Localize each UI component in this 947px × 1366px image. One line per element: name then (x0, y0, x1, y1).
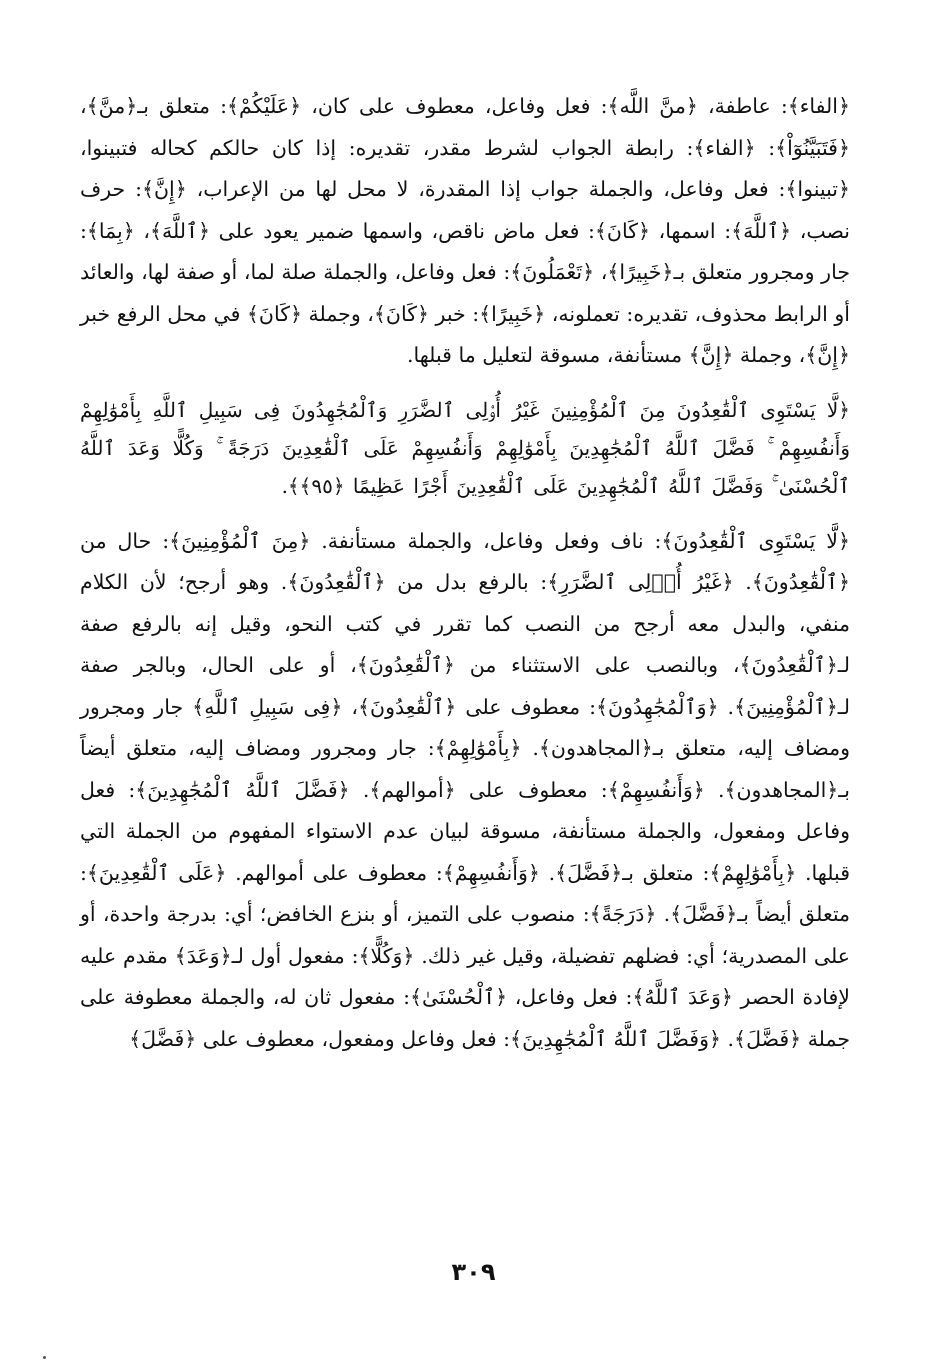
scan-speck (43, 1356, 46, 1359)
quran-verse: ﴿لَّا يَسْتَوِى ٱلْقَٰعِدُونَ مِنَ ٱلْمُؤْمِنِينَ غَيْرُ أُو۟لِى ٱلضَّرَرِ وَٱلْمُجَٰهِدُونَ فِى سَبِيلِ ٱللَّهِ بِأَمْوَٰلِهِمْ وَأَنفُسِهِمْ ۚ فَضَّلَ ٱللَّهُ ٱلْمُجَٰهِدِينَ بِأَمْوَٰلِهِمْ وَأَنفُسِهِمْ عَلَى ٱلْقَٰعِدِينَ دَرَجَةً ۚ وَكُلًّا وَعَدَ ٱللَّهُ ٱلْحُسْنَىٰ ۚ وَفَضَّلَ ٱللَّهُ ٱلْمُجَٰهِدِينَ عَلَى ٱلْقَٰعِدِينَ أَجْرًا عَظِيمًا ﴿٩٥﴾﴾. (80, 397, 850, 498)
paragraph-grammar-analysis-1: ﴿الفاء﴾: عاطفة، ﴿منَّ اللَّه﴾: فعل وفاعل، معطوف على كان، ﴿عَلَيْكُمْ﴾: متعلق بـ﴿منَّ﴾، ﴿فَتَبَيَّنُوٓاْ﴾: ﴿الفاء﴾: رابطة الجواب لشرط مقدر، تقديره: إذا كان حالكم كحاله فتبينوا، ﴿تبينوا﴾: فعل وفاعل، والجملة جواب إذا المقدرة، لا محل لها من الإعراب، ﴿إِنَّ﴾: حرف نصب، ﴿ٱللَّهَ﴾: اسمها، ﴿كَانَ﴾: فعل ماض ناقص، واسمها ضمير يعود على ﴿ٱللَّهَ﴾، ﴿بِمَا﴾: جار ومجرور متعلق بـ﴿خَبِيرًا﴾، ﴿تَعْمَلُونَ﴾: فعل وفاعل، والجملة صلة لما، أو صفة لها، والعائد أو الرابط محذوف، تقديره: تعملونه، ﴿خَبِيرًا﴾: خبر ﴿كَانَ﴾، وجملة ﴿كَانَ﴾ في محل الرفع خبر ﴿إِنَّ﴾، وجملة ﴿إِنَّ﴾ مستأنفة، مسوقة لتعليل ما قبلها. (80, 94, 850, 367)
paragraph-grammar-analysis-2: ﴿لَّا يَسْتَوِى ٱلْقَٰعِدُونَ﴾: ناف وفعل وفاعل، والجملة مستأنفة. ﴿مِنَ ٱلْمُؤْمِنِينَ﴾: حال من ﴿ٱلْقَٰعِدُونَ﴾. ﴿غَيْرُ أُو۟لِى ٱلضَّرَرِ﴾: بالرفع بدل من ﴿ٱلْقَٰعِدُونَ﴾. وهو أرجح؛ لأن الكلام منفي، والبدل معه أرجح من النصب كما تقرر في كتب النحو، وقيل إنه بالرفع صفة لـ﴿ٱلْقَٰعِدُونَ﴾، وبالنصب على الاستثناء من ﴿ٱلْقَٰعِدُونَ﴾، أو على الحال، وبالجر صفة لـ﴿ٱلْمُؤْمِنِينَ﴾. ﴿وَٱلْمُجَٰهِدُونَ﴾: معطوف على ﴿ٱلْقَٰعِدُونَ﴾، ﴿فِى سَبِيلِ ٱللَّهِ﴾ جار ومجرور ومضاف إليه، متعلق بـ﴿المجاهدون﴾. ﴿بِأَمْوَٰلِهِمْ﴾: جار ومجرور ومضاف إليه، متعلق أيضاً بـ﴿المجاهدون﴾. ﴿وَأَنفُسِهِمْ﴾: معطوف على ﴿أموالهم﴾. ﴿فَضَّلَ ٱللَّهُ ٱلْمُجَٰهِدِينَ﴾: فعل وفاعل ومفعول، والجملة مستأنفة، مسوقة لبيان عدم الاستواء المفهوم من الجملة التي قبلها. ﴿بِأَمْوَٰلِهِمْ﴾: متعلق بـ﴿فَضَّلَ﴾. ﴿وَأَنفُسِهِمْ﴾: معطوف على أموالهم. ﴿عَلَى ٱلْقَٰعِدِينَ﴾: متعلق أيضاً بـ﴿فَضَّلَ﴾. ﴿دَرَجَةً﴾: منصوب على التميز، أو بنزع الخافض؛ أي: بدرجة واحدة، أو على المصدرية؛ أي: فضلهم تفضيلة، وقيل غير ذلك. ﴿وَكُلًّا﴾: مفعول أول لـ﴿وَعَدَ﴾ مقدم عليه لإفادة الحصر ﴿وَعَدَ ٱللَّهُ﴾: فعل وفاعل، ﴿ٱلْحُسْنَىٰ﴾: مفعول ثان له، والجملة معطوفة على جملة ﴿فَضَّلَ﴾. ﴿وَفَضَّلَ ٱللَّهُ ٱلْمُجَٰهِدِينَ﴾: فعل وفاعل ومفعول، معطوف على ﴿فَضَّلَ﴾ (80, 528, 850, 1051)
page-body (80, 86, 850, 1060)
page-number: ٣٠٩ (451, 1258, 496, 1286)
